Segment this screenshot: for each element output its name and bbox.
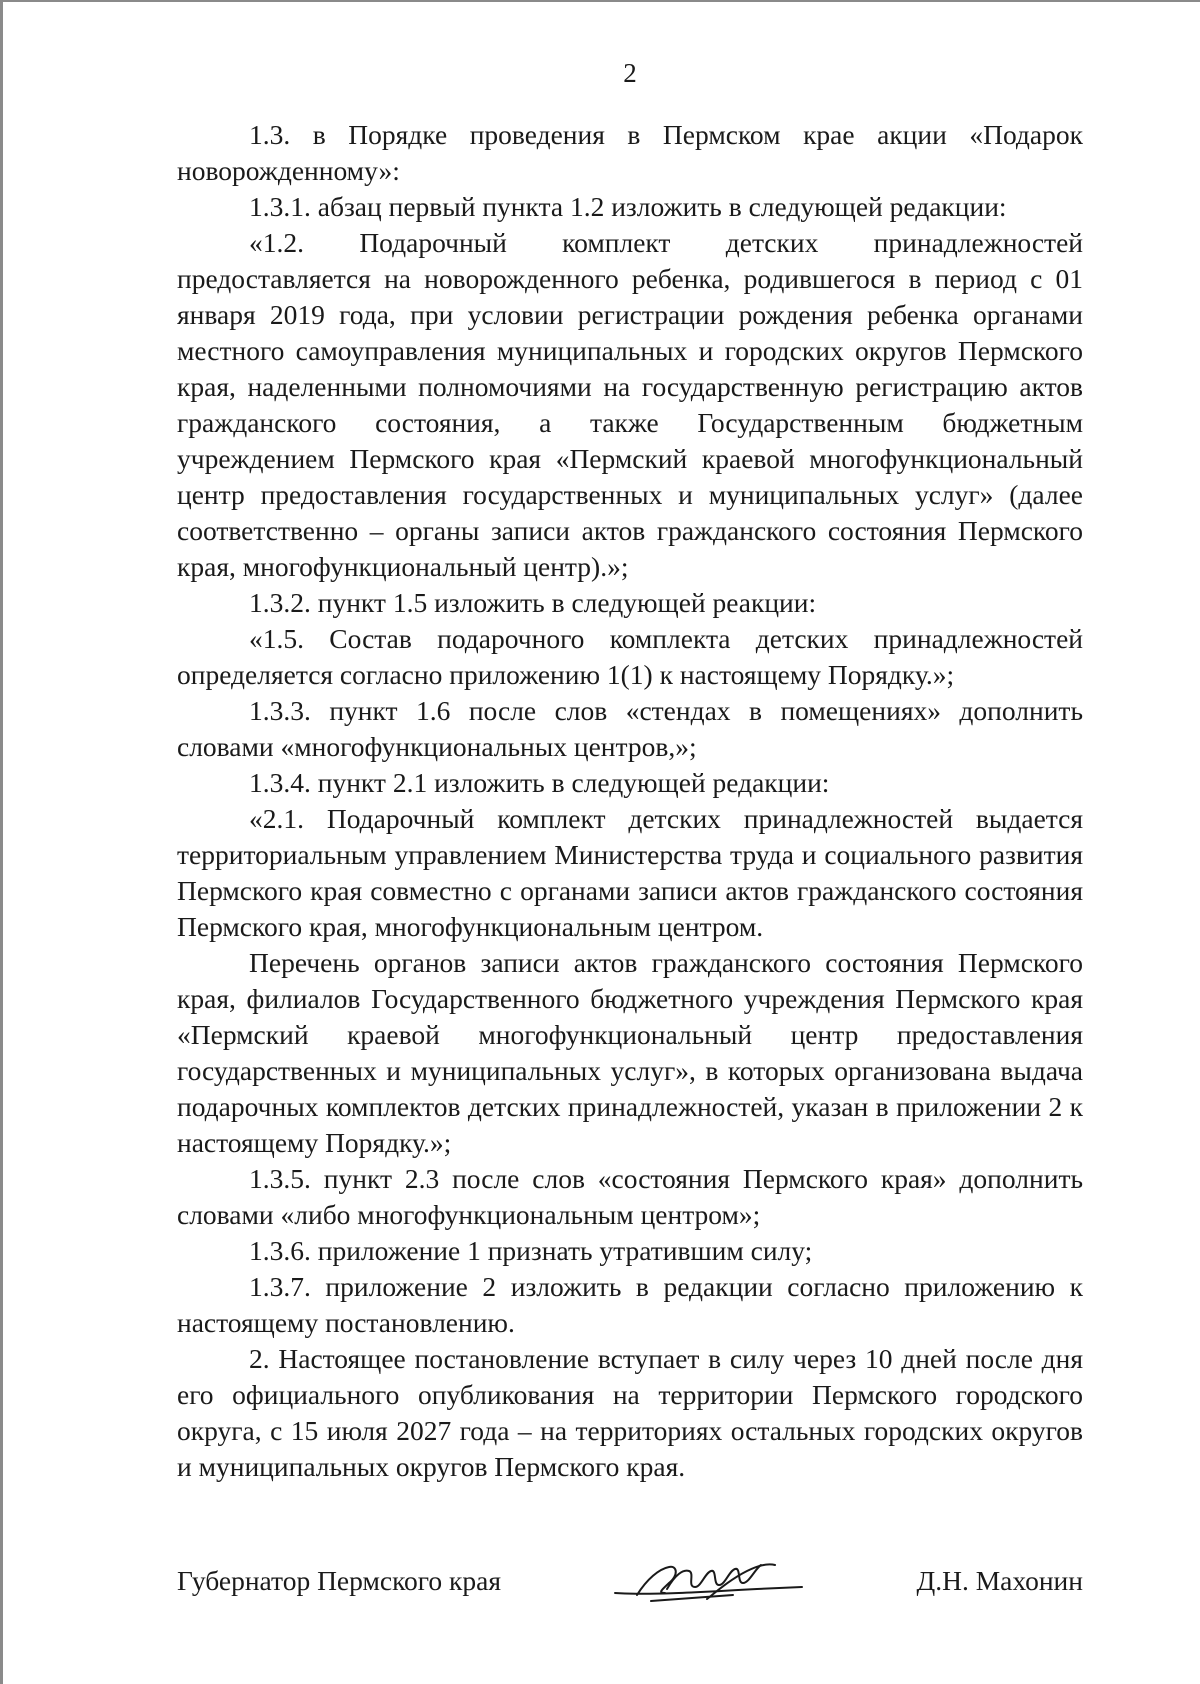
paragraph-1-3: 1.3. в Порядке проведения в Пермском крае акции «Подарок новорожденному»: (177, 119, 1083, 186)
signatory-title: Губернатор Пермского края (177, 1565, 501, 1596)
paragraph-1-3-7: 1.3.7. приложение 2 изложить в редакции согласно приложению к настоящему постановлению. (177, 1271, 1083, 1338)
paragraph-list-of-offices: Перечень органов записи актов гражданского состояния Пермского края, филиалов Государственного бюджетного учреждения Пермского края «Пермский краевой многофункциональный центр предоставления государственных и муниципальных услуг», в которых организована выдача подарочных комплектов детских принадлежностей, указан в приложении 2 к настоящему Порядку.»; (177, 947, 1083, 1158)
scan-edge-top (0, 0, 1200, 2)
paragraph-1-3-2: 1.3.2. пункт 1.5 изложить в следующей реакции: (249, 587, 817, 618)
paragraph-1-3-1: 1.3.1. абзац первый пункта 1.2 изложить в следующей редакции: (249, 191, 1007, 222)
paragraph-1-3-3: 1.3.3. пункт 1.6 после слов «стендах в помещениях» дополнить словами «многофункциональных центров,»; (177, 695, 1083, 762)
paragraph-1-3-4: 1.3.4. пункт 2.1 изложить в следующей редакции: (249, 767, 830, 798)
signature-block (177, 1549, 1083, 1609)
page-number: 2 (623, 58, 637, 88)
paragraph-1-5-quote: «1.5. Состав подарочного комплекта детских принадлежностей определяется согласно приложению 1(1) к настоящему Порядку.»; (177, 623, 1083, 690)
paragraph-2-1-quote: «2.1. Подарочный комплект детских принадлежностей выдается территориальным управлением Министерства труда и социального развития Пермского края совместно с органами записи актов гражданского состояния Пермского края, многофункциональным центром. (177, 803, 1083, 942)
paragraph-1-3-5: 1.3.5. пункт 2.3 после слов «состояния Пермского края» дополнить словами «либо многофункциональным центром»; (177, 1163, 1083, 1230)
paragraph-2-effective-date: 2. Настоящее постановление вступает в силу через 10 дней после дня его официального опубликования на территории Пермского городского округа, с 15 июля 2027 года – на территориях остальных городских округов и муниципальных округов Пермского края. (177, 1343, 1083, 1482)
paragraph-1-3-6: 1.3.6. приложение 1 признать утратившим силу; (249, 1235, 813, 1266)
signatory-name: Д.Н. Махонин (916, 1565, 1083, 1596)
paragraph-1-2-quote: «1.2. Подарочный комплект детских принадлежностей предоставляется на новорожденного ребенка, родившегося в период с 01 января 2019 года, при условии регистрации рождения ребенка органами местного самоуправления муниципальных и городских округов Пермского края, наделенными полномочиями на государственную регистрацию актов гражданского состояния, а также Государственным бюджетным учреждением Пермского края «Пермский краевой многофункциональный центр предоставления государственных и муниципальных услуг» (далее соответственно – органы записи актов гражданского состояния Пермского края, многофункциональный центр).»; (177, 227, 1083, 582)
document-body (177, 117, 1083, 1485)
scan-edge-left (0, 0, 3, 1684)
handwritten-signature (607, 1549, 827, 1609)
